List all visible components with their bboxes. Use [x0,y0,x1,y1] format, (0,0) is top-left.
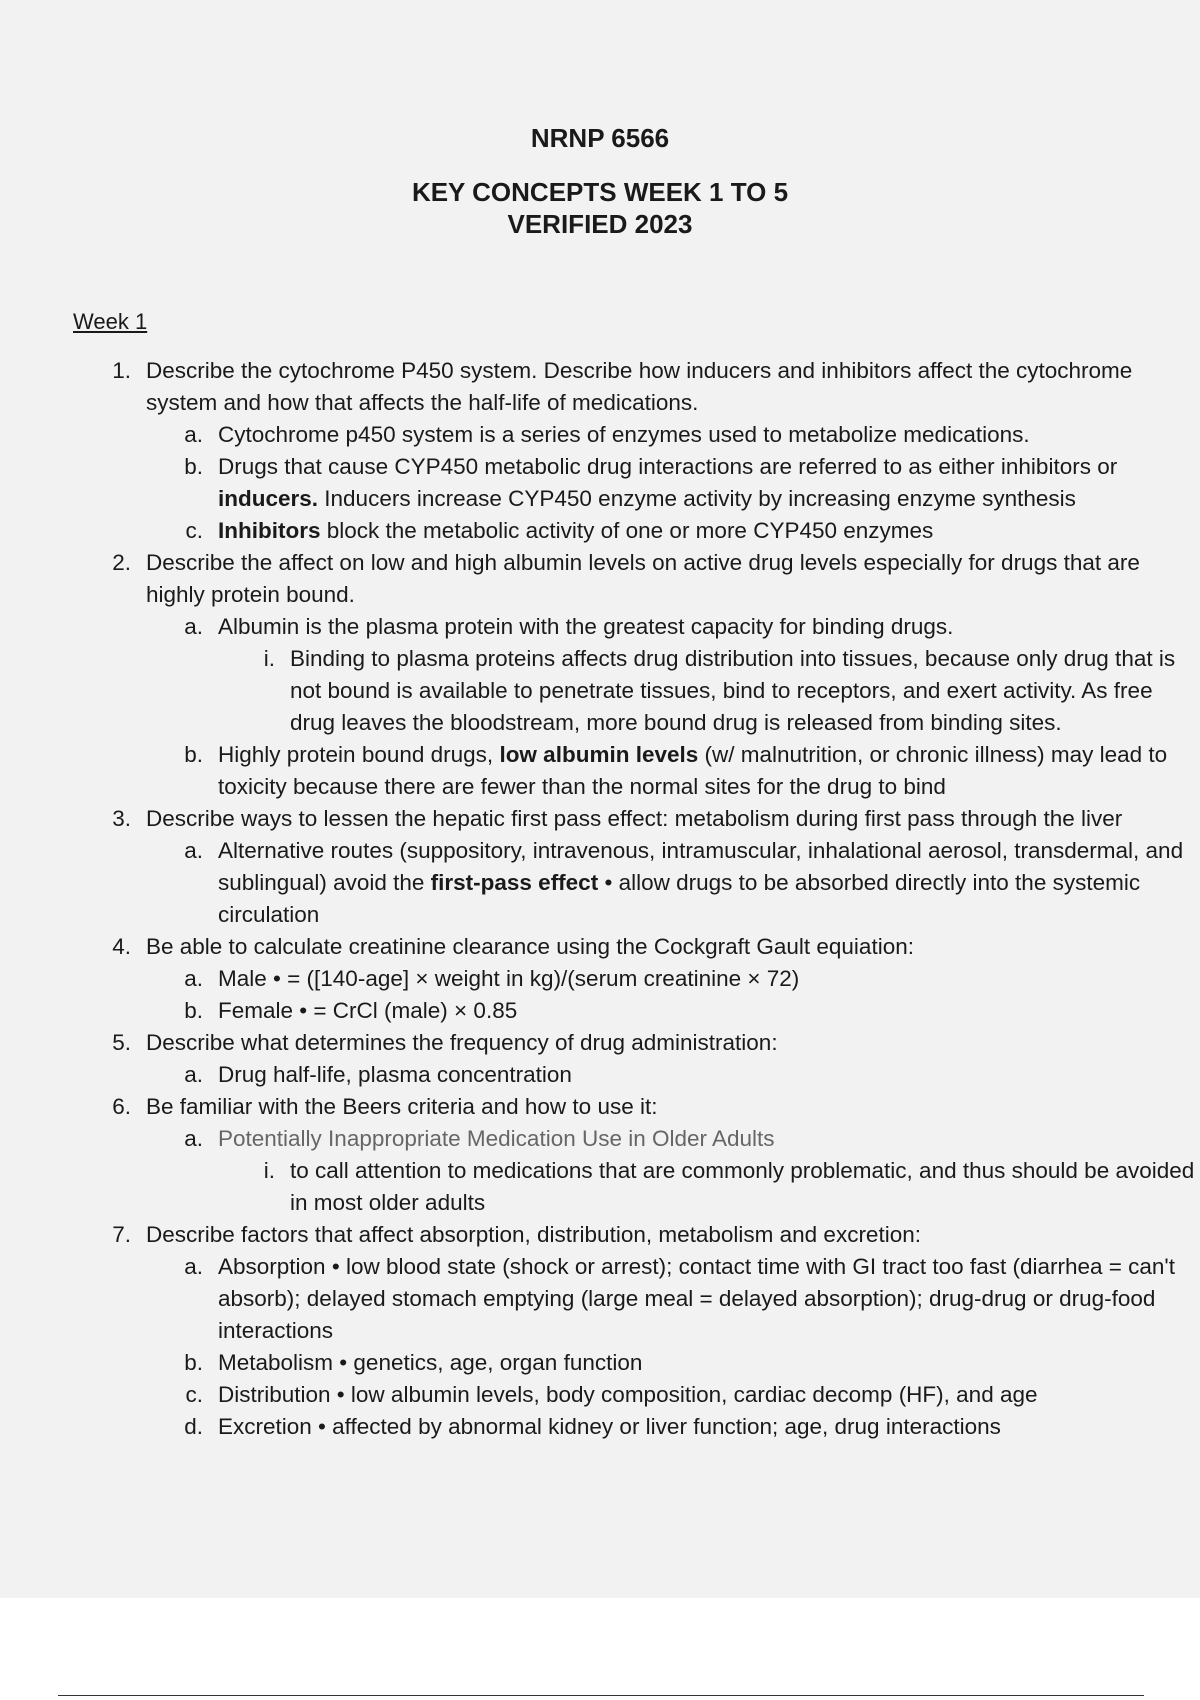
footer-divider [58,1695,1144,1696]
question-text: Be familiar with the Beers criteria and how to use it: [146,1094,658,1119]
answer-text-cont: block the metabolic activity of one or more CYP450 enzymes [320,518,934,543]
answer-item [0,1251,1200,1347]
answer-marker: a. [184,422,203,447]
sub-answer-item [0,643,1200,739]
answer-text-cont: Inducers increase CYP450 enzyme activity by increasing enzyme synthesis [318,486,1076,511]
course-code: NRNP 6566 [530,123,670,153]
question-number: 2. [112,550,131,575]
answer-text-cont: (w/ malnutrition, or chronic illness) may lead to toxicity because there are fewer than the normal sites for the drug to bind [218,742,1168,799]
document-subtitle: VERIFIED 2023 [507,209,693,239]
answer-marker: a. [184,966,203,991]
sub-answer-marker: i. [263,646,275,671]
question-item [0,547,1200,611]
answer-text: Albumin is the plasma protein with the greatest capacity for binding drugs. [218,614,954,639]
answer-text: Drug half-life, plasma concentration [218,1062,572,1087]
answer-marker: b. [184,998,203,1023]
answer-text: Alternative routes (suppository, intravenous, intramuscular, inhalational aerosol, transdermal, and sublingual) avoid the [218,838,1184,895]
answer-marker: b. [184,742,203,767]
answer-marker: a. [184,1062,203,1087]
answer-emphasis: first-pass effect [430,870,599,895]
answer-item [0,515,1200,547]
answer-emphasis: inducers. [218,486,319,511]
question-number: 7. [112,1222,131,1247]
question-text: Describe the cytochrome P450 system. Describe how inducers and inhibitors affect the cytochrome system and how that affects the half-life of medications. [146,358,1133,415]
week-heading: Week 1 [73,309,148,334]
answer-marker: c. [185,518,203,543]
question-number: 1. [112,358,131,383]
question-item [0,355,1200,419]
answer-text: Highly protein bound drugs, [218,742,500,767]
answer-marker: c. [185,1382,203,1407]
answer-marker: a. [184,1126,203,1151]
question-number: 6. [112,1094,131,1119]
document-title: KEY CONCEPTS WEEK 1 TO 5 [411,177,789,207]
question-text: Describe ways to lessen the hepatic first pass effect: metabolism during first pass through the liver [146,806,1123,831]
answer-text: Female • = CrCl (male) × 0.85 [218,998,518,1023]
question-item [0,1027,1200,1059]
answer-marker: b. [184,454,203,479]
question-item [0,1091,1200,1123]
answer-text: Male • = ([140-age] × weight in kg)/(serum creatinine × 72) [218,966,800,991]
answer-text: Distribution • low albumin levels, body composition, cardiac decomp (HF), and age [218,1382,1038,1407]
answer-text: Absorption • low blood state (shock or arrest); contact time with GI tract too fast (diarrhea = can't absorb); delayed stomach emptying (large meal = delayed absorption); drug-drug or drug-food interactions [218,1254,1175,1343]
answer-text: Potentially Inappropriate Medication Use in Older Adults [218,1126,775,1151]
question-item [0,931,1200,963]
answer-item [0,611,1200,643]
sub-answer-text: to call attention to medications that are commonly problematic, and thus should be avoided in most older adults [290,1158,1195,1215]
document-header [0,122,1200,240]
question-list [0,355,1200,1443]
question-text: Describe the affect on low and high albumin levels on active drug levels especially for drugs that are highly protein bound. [146,550,1140,607]
answer-marker: a. [184,838,203,863]
answer-item [0,451,1200,515]
answer-item [0,1411,1200,1443]
question-item [0,1219,1200,1251]
answer-text: Drugs that cause CYP450 metabolic drug interactions are referred to as either inhibitors or [218,454,1118,479]
answer-marker: a. [184,614,203,639]
answer-text-cont: • allow drugs to be absorbed directly into the systemic circulation [218,870,1141,927]
answer-item [0,1379,1200,1411]
answer-item [0,739,1200,803]
answer-item [0,1347,1200,1379]
answer-marker: d. [184,1414,203,1439]
answer-item [0,1123,1200,1155]
question-number: 5. [112,1030,131,1055]
answer-emphasis: low albumin levels [499,742,699,767]
question-number: 3. [112,806,131,831]
answer-emphasis: Inhibitors [218,518,321,543]
question-item [0,803,1200,835]
answer-marker: a. [184,1254,203,1279]
sub-answer-item [0,1155,1200,1219]
answer-text: Metabolism • genetics, age, organ function [218,1350,643,1375]
sub-answer-marker: i. [263,1158,275,1183]
sub-answer-text: Binding to plasma proteins affects drug distribution into tissues, because only drug that is not bound is available to penetrate tissues, bind to receptors, and exert activity. As free drug leaves the bloodstream, more bound drug is released from binding sites. [290,646,1176,735]
question-text: Describe what determines the frequency of drug administration: [146,1030,778,1055]
answer-item [0,419,1200,451]
question-number: 4. [112,934,131,959]
answer-item [0,995,1200,1027]
question-text: Be able to calculate creatinine clearance using the Cockgraft Gault equiation: [146,934,914,959]
answer-text: Excretion • affected by abnormal kidney or liver function; age, drug interactions [218,1414,1001,1439]
answer-text: Cytochrome p450 system is a series of enzymes used to metabolize medications. [218,422,1030,447]
answer-item [0,1059,1200,1091]
question-text: Describe factors that affect absorption, distribution, metabolism and excretion: [146,1222,921,1247]
answer-marker: b. [184,1350,203,1375]
answer-item [0,963,1200,995]
answer-item [0,835,1200,931]
